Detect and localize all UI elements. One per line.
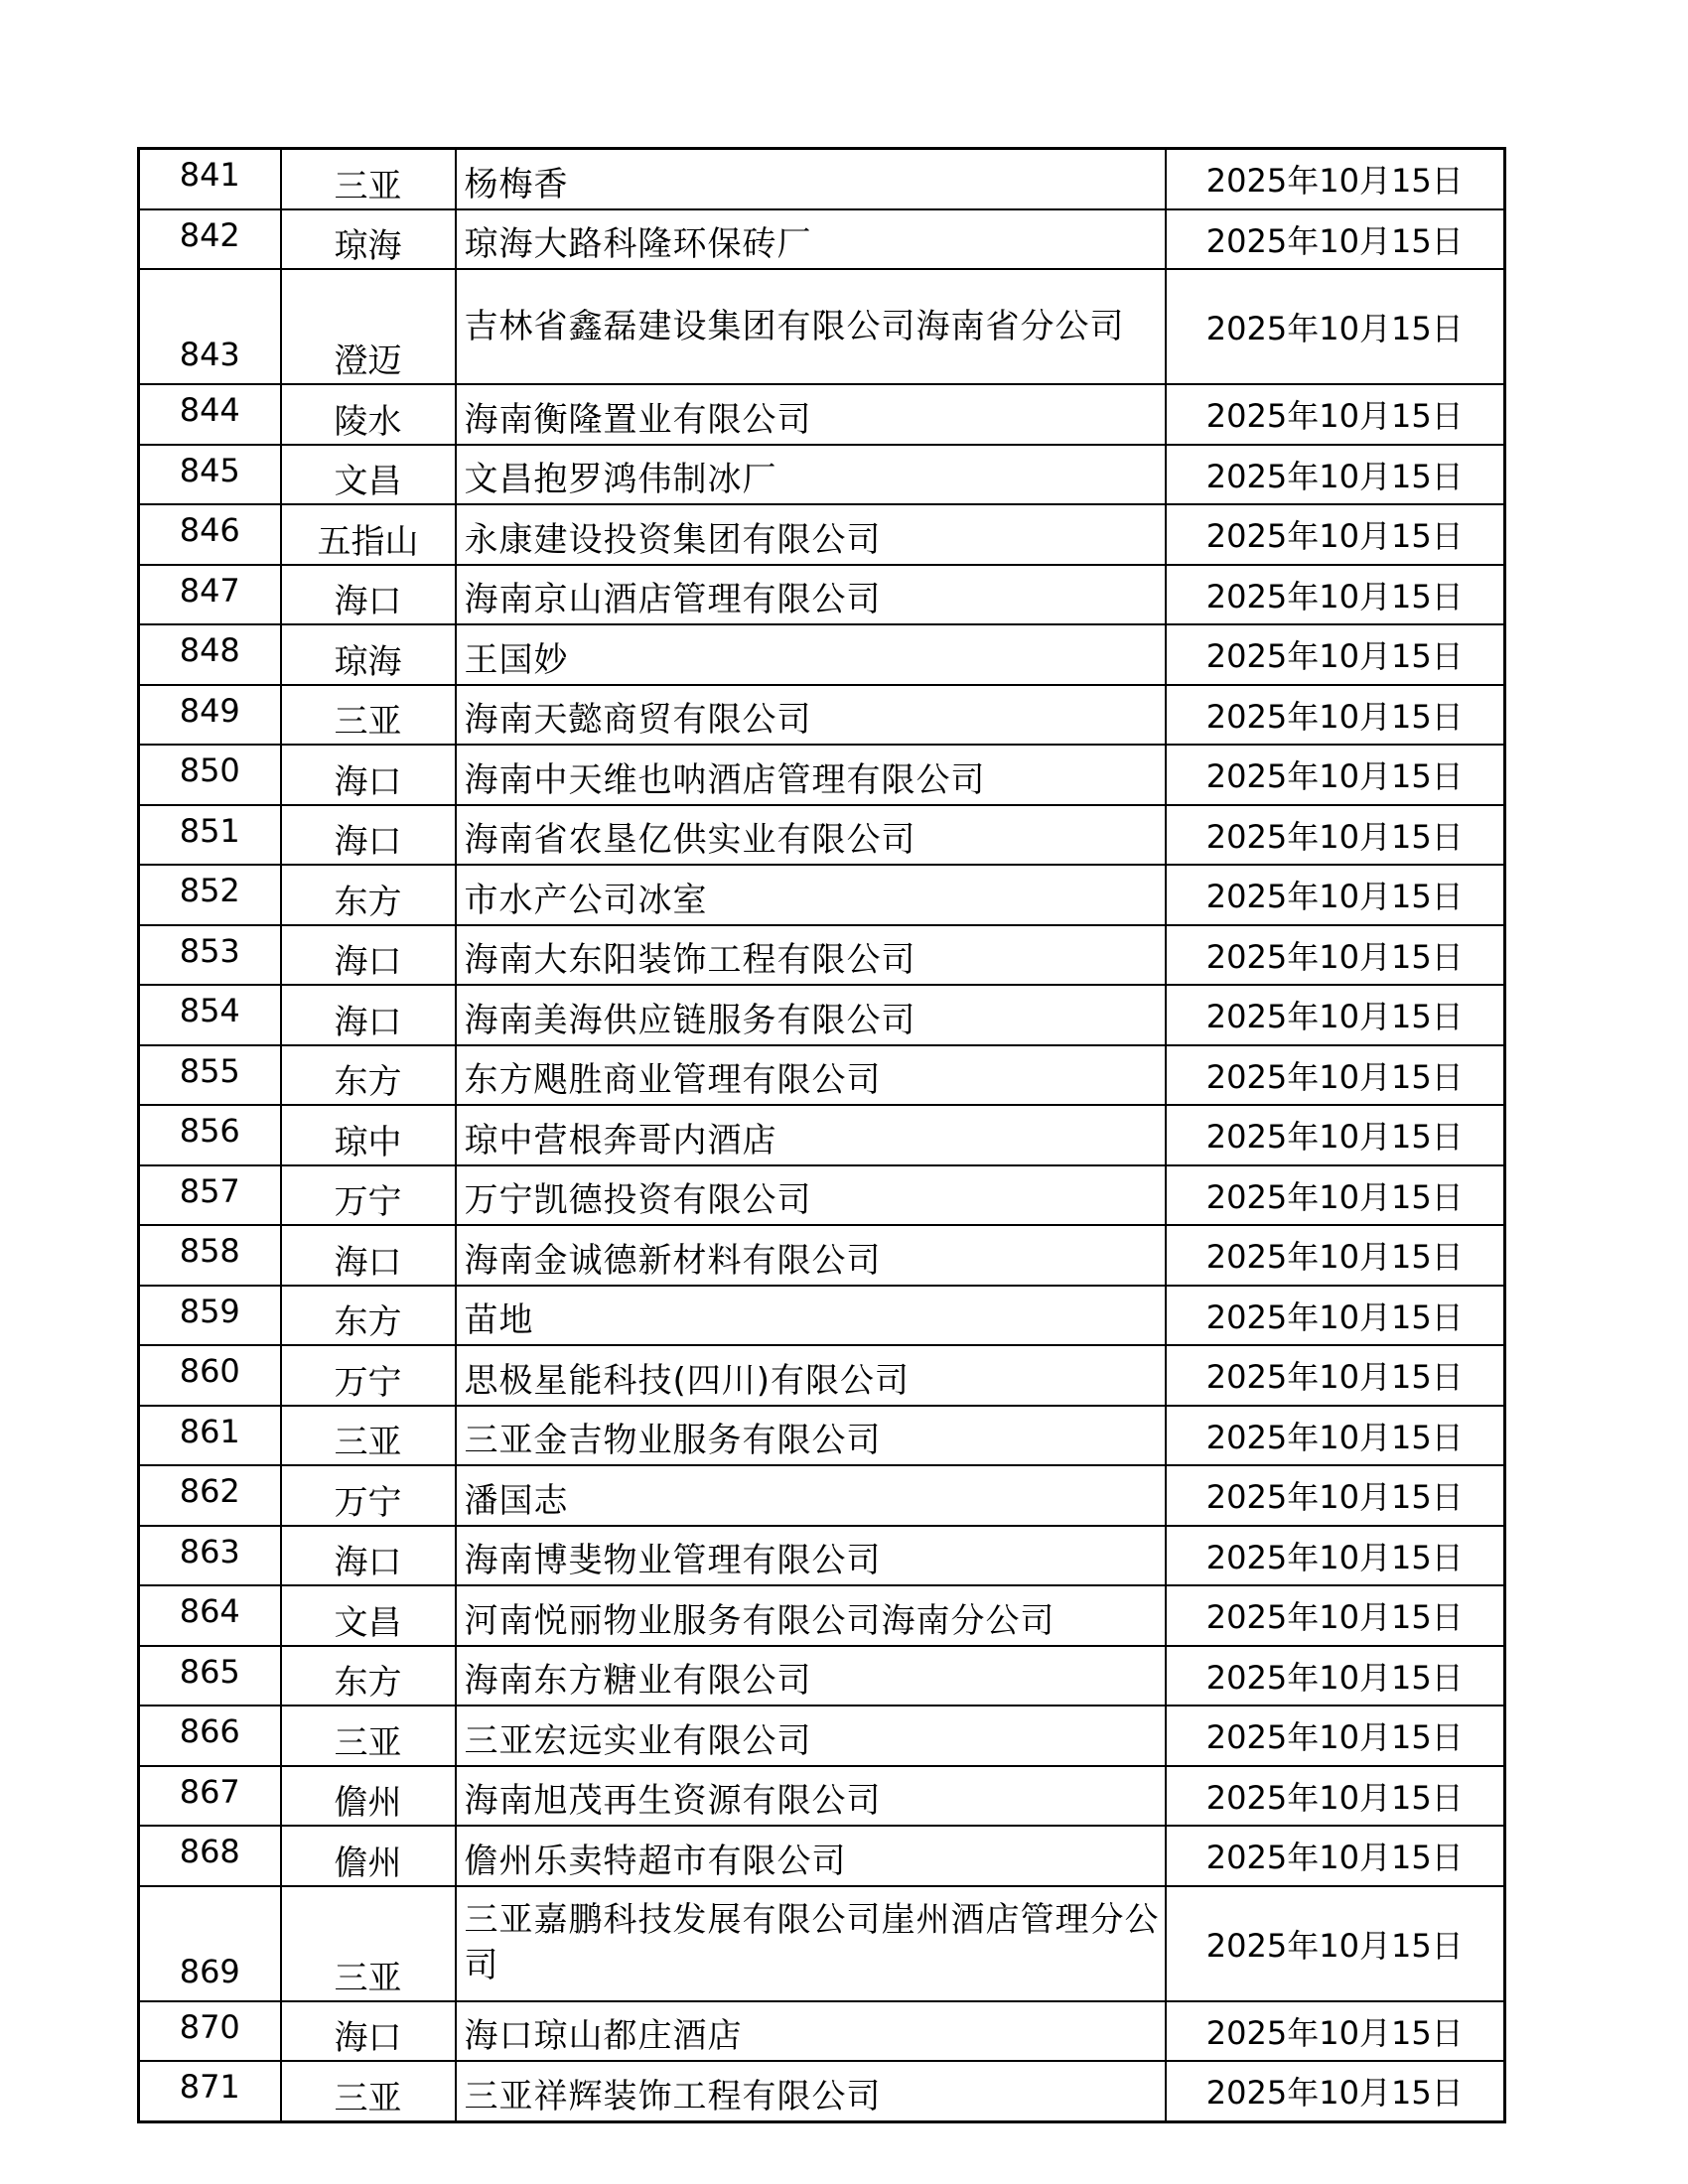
row-region-cell: 儋州 (281, 1826, 456, 1886)
row-date-cell: 2025年10月15日 (1166, 445, 1505, 505)
table-row (139, 1225, 1505, 1286)
row-date-cell: 2025年10月15日 (1166, 209, 1505, 270)
row-number-cell: 843 (139, 269, 281, 384)
row-name-cell: 海口琼山都庄酒店 (456, 2001, 1166, 2062)
row-number-cell: 869 (139, 1886, 281, 2001)
row-number-cell: 862 (139, 1465, 281, 1526)
row-number-cell: 851 (139, 805, 281, 866)
row-date-cell: 2025年10月15日 (1166, 1526, 1505, 1586)
row-number-cell: 859 (139, 1286, 281, 1346)
row-region-cell: 万宁 (281, 1465, 456, 1526)
row-number-cell: 856 (139, 1105, 281, 1165)
row-region-cell: 海口 (281, 985, 456, 1045)
table-row (139, 565, 1505, 625)
records-table (137, 147, 1506, 2123)
row-number-cell: 853 (139, 925, 281, 986)
row-name-cell: 海南衡隆置业有限公司 (456, 384, 1166, 445)
table-row (139, 685, 1505, 746)
row-region-cell: 海口 (281, 565, 456, 625)
row-number-cell: 857 (139, 1165, 281, 1226)
row-name-cell: 文昌抱罗鸿伟制冰厂 (456, 445, 1166, 505)
row-name-cell: 三亚金吉物业服务有限公司 (456, 1406, 1166, 1466)
row-name-cell: 河南悦丽物业服务有限公司海南分公司 (456, 1585, 1166, 1646)
row-date-cell: 2025年10月15日 (1166, 269, 1505, 384)
table-row (139, 504, 1505, 565)
row-date-cell: 2025年10月15日 (1166, 865, 1505, 925)
row-name-cell: 海南省农垦亿供实业有限公司 (456, 805, 1166, 866)
row-date-cell: 2025年10月15日 (1166, 1706, 1505, 1766)
row-number-cell: 845 (139, 445, 281, 505)
row-region-cell: 琼海 (281, 209, 456, 270)
row-name-cell: 三亚嘉鹏科技发展有限公司崖州酒店管理分公司 (456, 1886, 1166, 2001)
row-number-cell: 844 (139, 384, 281, 445)
row-date-cell: 2025年10月15日 (1166, 1345, 1505, 1406)
table-row (139, 925, 1505, 986)
row-date-cell: 2025年10月15日 (1166, 504, 1505, 565)
row-region-cell: 东方 (281, 865, 456, 925)
row-region-cell: 文昌 (281, 445, 456, 505)
row-region-cell: 三亚 (281, 1406, 456, 1466)
row-name-cell: 三亚祥辉装饰工程有限公司 (456, 2061, 1166, 2121)
table-row (139, 745, 1505, 805)
row-region-cell: 琼海 (281, 624, 456, 685)
row-name-cell: 吉林省鑫磊建设集团有限公司海南省分公司 (456, 269, 1166, 384)
table-row (139, 1045, 1505, 1106)
row-name-cell: 琼海大路科隆环保砖厂 (456, 209, 1166, 270)
row-region-cell: 三亚 (281, 1886, 456, 2001)
row-number-cell: 870 (139, 2001, 281, 2062)
row-date-cell: 2025年10月15日 (1166, 2061, 1505, 2121)
table-row (139, 1706, 1505, 1766)
row-date-cell: 2025年10月15日 (1166, 149, 1505, 209)
row-date-cell: 2025年10月15日 (1166, 384, 1505, 445)
row-region-cell: 三亚 (281, 2061, 456, 2121)
records-table-body (139, 149, 1505, 2122)
row-name-cell: 杨梅香 (456, 149, 1166, 209)
table-row (139, 1585, 1505, 1646)
table-row (139, 1286, 1505, 1346)
table-row (139, 1345, 1505, 1406)
row-number-cell: 848 (139, 624, 281, 685)
row-region-cell: 儋州 (281, 1766, 456, 1827)
table-row (139, 1406, 1505, 1466)
table-row (139, 149, 1505, 209)
row-name-cell: 潘国志 (456, 1465, 1166, 1526)
row-date-cell: 2025年10月15日 (1166, 1105, 1505, 1165)
row-name-cell: 三亚宏远实业有限公司 (456, 1706, 1166, 1766)
row-name-cell: 琼中营根奔哥内酒店 (456, 1105, 1166, 1165)
row-name-cell: 苗地 (456, 1286, 1166, 1346)
row-region-cell: 万宁 (281, 1165, 456, 1226)
row-date-cell: 2025年10月15日 (1166, 1045, 1505, 1106)
row-region-cell: 海口 (281, 925, 456, 986)
row-region-cell: 海口 (281, 1225, 456, 1286)
row-number-cell: 855 (139, 1045, 281, 1106)
table-row (139, 1526, 1505, 1586)
row-date-cell: 2025年10月15日 (1166, 1225, 1505, 1286)
row-number-cell: 849 (139, 685, 281, 746)
row-number-cell: 871 (139, 2061, 281, 2121)
row-date-cell: 2025年10月15日 (1166, 624, 1505, 685)
row-region-cell: 三亚 (281, 149, 456, 209)
row-date-cell: 2025年10月15日 (1166, 565, 1505, 625)
row-number-cell: 868 (139, 1826, 281, 1886)
row-name-cell: 海南大东阳装饰工程有限公司 (456, 925, 1166, 986)
row-region-cell: 文昌 (281, 1585, 456, 1646)
row-number-cell: 852 (139, 865, 281, 925)
row-name-cell: 海南京山酒店管理有限公司 (456, 565, 1166, 625)
row-number-cell: 842 (139, 209, 281, 270)
table-row (139, 2001, 1505, 2062)
row-date-cell: 2025年10月15日 (1166, 745, 1505, 805)
row-number-cell: 863 (139, 1526, 281, 1586)
table-row (139, 865, 1505, 925)
row-name-cell: 海南博斐物业管理有限公司 (456, 1526, 1166, 1586)
row-date-cell: 2025年10月15日 (1166, 1766, 1505, 1827)
table-row (139, 445, 1505, 505)
table-row (139, 624, 1505, 685)
row-date-cell: 2025年10月15日 (1166, 805, 1505, 866)
row-region-cell: 五指山 (281, 504, 456, 565)
row-number-cell: 858 (139, 1225, 281, 1286)
row-region-cell: 万宁 (281, 1345, 456, 1406)
row-region-cell: 海口 (281, 2001, 456, 2062)
row-number-cell: 860 (139, 1345, 281, 1406)
row-name-cell: 海南天懿商贸有限公司 (456, 685, 1166, 746)
table-row (139, 1646, 1505, 1706)
row-number-cell: 867 (139, 1766, 281, 1827)
row-name-cell: 市水产公司冰室 (456, 865, 1166, 925)
row-date-cell: 2025年10月15日 (1166, 1406, 1505, 1466)
row-number-cell: 846 (139, 504, 281, 565)
row-date-cell: 2025年10月15日 (1166, 685, 1505, 746)
table-row (139, 1766, 1505, 1827)
row-name-cell: 海南中天维也呐酒店管理有限公司 (456, 745, 1166, 805)
row-region-cell: 琼中 (281, 1105, 456, 1165)
row-region-cell: 陵水 (281, 384, 456, 445)
row-date-cell: 2025年10月15日 (1166, 985, 1505, 1045)
row-name-cell: 海南东方糖业有限公司 (456, 1646, 1166, 1706)
row-region-cell: 东方 (281, 1646, 456, 1706)
table-row (139, 1165, 1505, 1226)
row-date-cell: 2025年10月15日 (1166, 1646, 1505, 1706)
row-number-cell: 850 (139, 745, 281, 805)
row-name-cell: 王国妙 (456, 624, 1166, 685)
table-row (139, 985, 1505, 1045)
row-date-cell: 2025年10月15日 (1166, 1826, 1505, 1886)
row-number-cell: 865 (139, 1646, 281, 1706)
row-number-cell: 854 (139, 985, 281, 1045)
row-region-cell: 海口 (281, 1526, 456, 1586)
row-region-cell: 海口 (281, 745, 456, 805)
row-name-cell: 永康建设投资集团有限公司 (456, 504, 1166, 565)
row-name-cell: 东方飓胜商业管理有限公司 (456, 1045, 1166, 1106)
row-name-cell: 思极星能科技(四川)有限公司 (456, 1345, 1166, 1406)
row-number-cell: 847 (139, 565, 281, 625)
table-row (139, 805, 1505, 866)
table-row (139, 209, 1505, 270)
table-row (139, 269, 1505, 384)
table-row (139, 1826, 1505, 1886)
row-date-cell: 2025年10月15日 (1166, 1165, 1505, 1226)
row-name-cell: 海南美海供应链服务有限公司 (456, 985, 1166, 1045)
row-region-cell: 东方 (281, 1286, 456, 1346)
row-region-cell: 澄迈 (281, 269, 456, 384)
row-name-cell: 海南金诚德新材料有限公司 (456, 1225, 1166, 1286)
row-number-cell: 864 (139, 1585, 281, 1646)
table-row (139, 1105, 1505, 1165)
row-region-cell: 三亚 (281, 685, 456, 746)
row-name-cell: 万宁凯德投资有限公司 (456, 1165, 1166, 1226)
row-number-cell: 841 (139, 149, 281, 209)
table-row (139, 1886, 1505, 2001)
table-row (139, 2061, 1505, 2121)
row-date-cell: 2025年10月15日 (1166, 1886, 1505, 2001)
row-date-cell: 2025年10月15日 (1166, 1465, 1505, 1526)
row-number-cell: 861 (139, 1406, 281, 1466)
row-date-cell: 2025年10月15日 (1166, 1585, 1505, 1646)
row-name-cell: 海南旭茂再生资源有限公司 (456, 1766, 1166, 1827)
table-row (139, 384, 1505, 445)
row-name-cell: 儋州乐卖特超市有限公司 (456, 1826, 1166, 1886)
row-region-cell: 东方 (281, 1045, 456, 1106)
row-region-cell: 海口 (281, 805, 456, 866)
row-region-cell: 三亚 (281, 1706, 456, 1766)
row-number-cell: 866 (139, 1706, 281, 1766)
row-date-cell: 2025年10月15日 (1166, 2001, 1505, 2062)
row-date-cell: 2025年10月15日 (1166, 925, 1505, 986)
row-date-cell: 2025年10月15日 (1166, 1286, 1505, 1346)
table-row (139, 1465, 1505, 1526)
